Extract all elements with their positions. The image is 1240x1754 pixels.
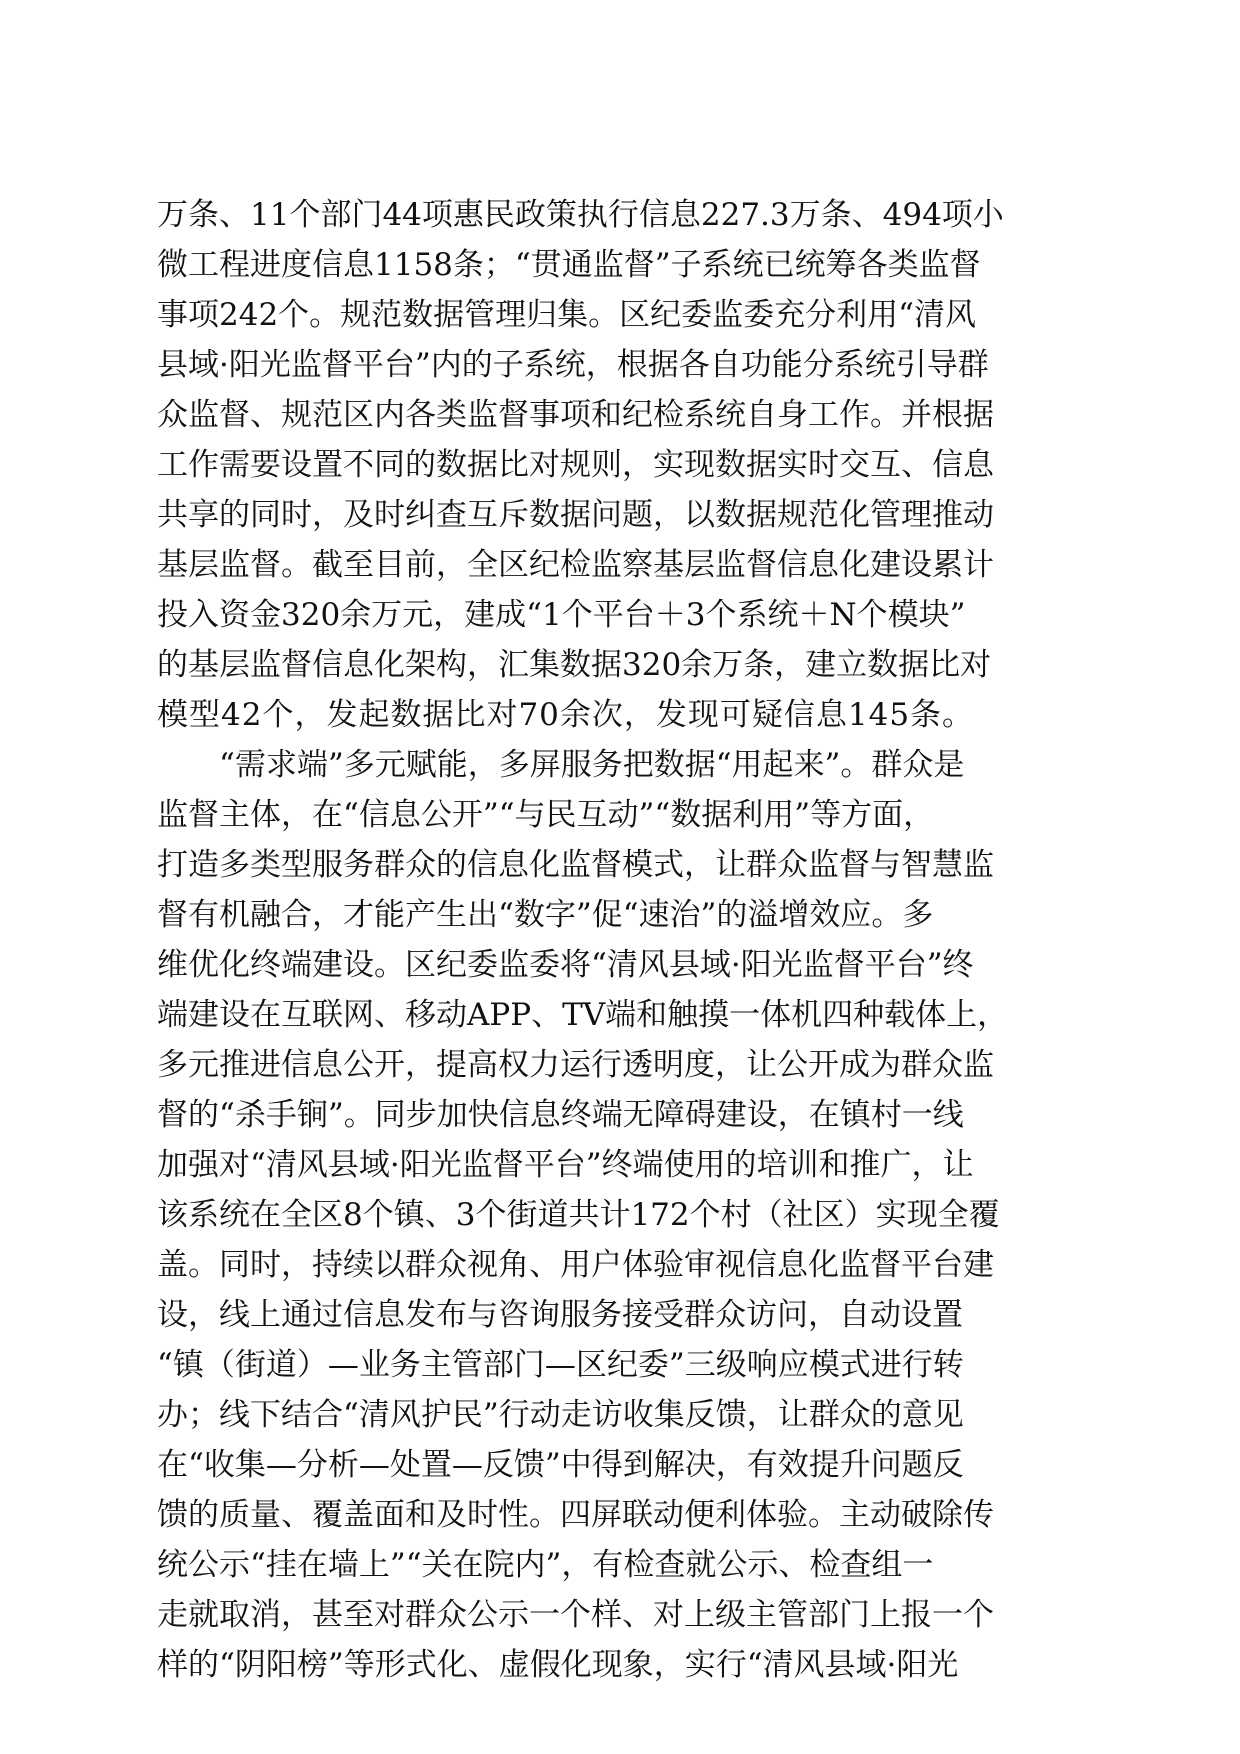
paragraph-start-line: “需求端”多元赋能，多屏服务把数据“用起来”。群众是 [219, 747, 965, 783]
text-line: 维优化终端建设。区纪委监委将“清风县域·阳光监督平台”终 [157, 947, 974, 983]
text-line: 县域·阳光监督平台”内的子系统，根据各自功能分系统引导群 [157, 347, 989, 383]
text-line: 统公示“挂在墙上”“关在院内”，有检查就公示、检查组一 [157, 1547, 934, 1583]
text-line: 事项242个。规范数据管理归集。区纪委监委充分利用“清风 [157, 297, 977, 333]
text-line: 盖。同时，持续以群众视角、用户体验审视信息化监督平台建 [157, 1247, 994, 1283]
text-line: 在“收集—分析—处置—反馈”中得到解决，有效提升问题反 [157, 1447, 964, 1483]
text-line: 众监督、规范区内各类监督事项和纪检系统自身工作。并根据 [157, 397, 994, 433]
text-line: 打造多类型服务群众的信息化监督模式，让群众监督与智慧监 [157, 847, 994, 883]
text-line: 共享的同时，及时纠查互斥数据问题，以数据规范化管理推动 [157, 497, 994, 533]
text-line: 工作需要设置不同的数据比对规则，实现数据实时交互、信息 [157, 447, 994, 483]
text-line: 馈的质量、覆盖面和及时性。四屏联动便利体验。主动破除传 [157, 1497, 994, 1533]
text-line: 万条、11个部门44项惠民政策执行信息227.3万条、494项小 [157, 197, 1004, 233]
text-line: 样的“阴阳榜”等形式化、虚假化现象，实行“清风县域·阳光 [157, 1647, 959, 1683]
text-line: 督有机融合，才能产生出“数字”促“速治”的溢增效应。多 [157, 897, 934, 933]
text-line: 微工程进度信息1158条；“贯通监督”子系统已统筹各类监督 [157, 247, 981, 283]
text-line: 基层监督。截至目前，全区纪检监察基层监督信息化建设累计 [157, 547, 994, 583]
text-line: 的基层监督信息化架构，汇集数据320余万条，建立数据比对 [157, 647, 992, 683]
text-line: 监督主体，在“信息公开”“与民互动”“数据利用”等方面， [157, 797, 935, 833]
text-line: 多元推进信息公开，提高权力运行透明度，让公开成为群众监 [157, 1047, 994, 1083]
text-line: 督的“杀手锏”。同步加快信息终端无障碍建设，在镇村一线 [157, 1097, 964, 1133]
text-line: 该系统在全区8个镇、3个街道共计172个村（社区）实现全覆 [157, 1197, 1000, 1233]
text-line: 办；线下结合“清风护民”行动走访收集反馈，让群众的意见 [157, 1397, 964, 1433]
text-line: 模型42个，发起数据比对70余次，发现可疑信息145条。 [157, 697, 975, 733]
body-text [157, 190, 1077, 1690]
text-line: 加强对“清风县域·阳光监督平台”终端使用的培训和推广，让 [157, 1147, 974, 1183]
text-line: 设，线上通过信息发布与咨询服务接受群众访问，自动设置 [157, 1297, 963, 1333]
text-line: 端建设在互联网、移动APP、TV端和触摸一体机四种载体上， [157, 997, 1009, 1033]
text-line: “镇（街道）—业务主管部门—区纪委”三级响应模式进行转 [157, 1347, 964, 1383]
text-line: 投入资金320余万元，建成“1个平台＋3个系统＋N个模块” [157, 597, 966, 633]
text-line: 走就取消，甚至对群众公示一个样、对上级主管部门上报一个 [157, 1597, 994, 1633]
